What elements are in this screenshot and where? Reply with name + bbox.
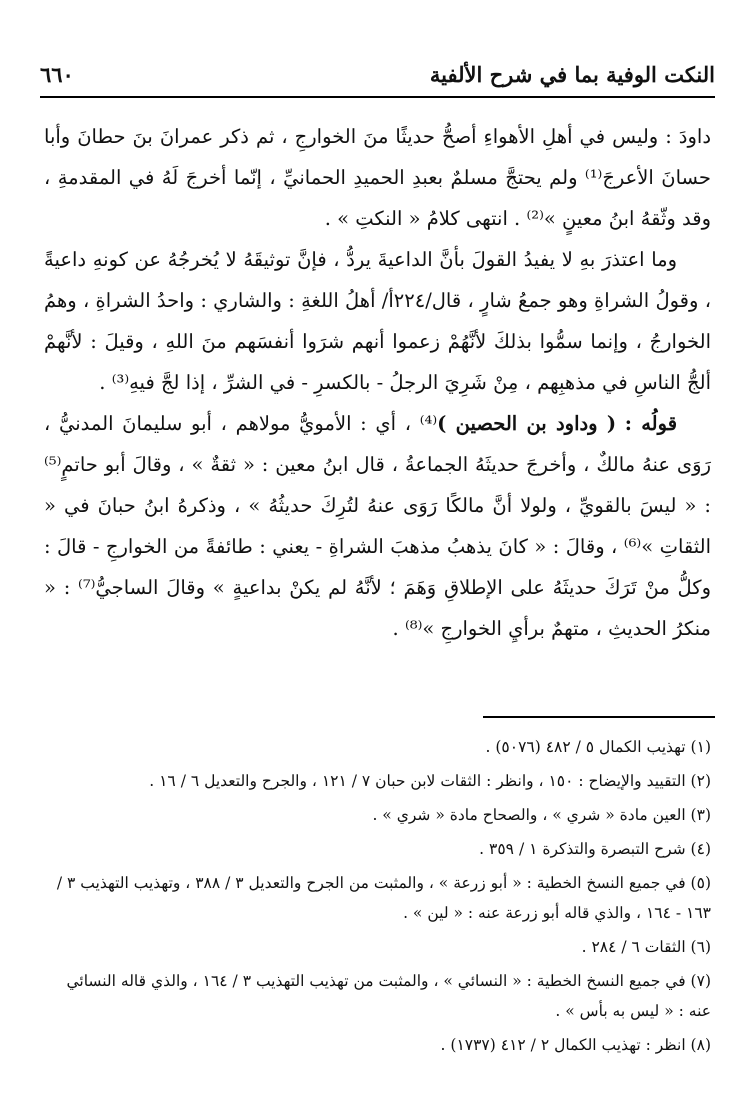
paragraph-3 (44, 403, 711, 649)
footnote: (٦) الثقات ٦ / ٢٨٤ . (581, 938, 711, 956)
running-title: النكت الوفية بما في شرح الألفية (429, 61, 715, 87)
paragraph-3-text: ⁽⁴⁾ ، أي : الأمويُّ مولاهم ، أبو سليمانَ المدنيُّ ، رَوَى عنهُ مالكٌ ، وأخرجَ حديثَهُ الجماعةُ ، قال ابنُ معين : « ثقةٌ » ، وقالَ أبو حاتمٍ⁽⁵⁾ : « ليسَ بالقويِّ ، ولولا أنَّ مالكًا رَوَى عنهُ لتُرِكَ حديثُهُ » ، وذكرهُ ابنُ حبانَ في « الثقاتِ »⁽⁶⁾ ، وقالَ : « كانَ يذهبُ مذهبَ الشراةِ - يعني : طائفةً من الخوارجِ - قالَ : وكلُّ منْ تَرَكَ حديثَهُ على الإطلاقِ وَهَمَ ؛ لأنَّهُ لم يكنْ بداعيةٍ » وقالَ الساجيُّ⁽⁷⁾ : « منكرُ الحديثِ ، متهمٌ برأيِ الخوارجِ »⁽⁸⁾ . (44, 412, 711, 640)
footnote: (٨) انظر : تهذيب الكمال ٢ / ٤١٢ (١٧٣٧) . (440, 1036, 711, 1054)
quoted-heading: ( وداود بن الحصين ) (437, 412, 617, 435)
paragraph-3-label: قولُه : (624, 412, 678, 435)
header-rule (40, 96, 715, 98)
footnote: (١) تهذيب الكمال ٥ / ٤٨٢ (٥٠٧٦) . (485, 738, 711, 756)
page-number: ٦٦٠ (40, 61, 74, 87)
paragraph-2: وما اعتذرَ بهِ لا يفيدُ القولَ بأنَّ الداعيةَ يردُّ ، فإنَّ توثيقَهُ لا يُخرجُهُ عن كونهِ داعيةً ، وقولُ الشراةِ وهو جمعُ شارٍ ، قال/٢٢٤أ/ أهلُ اللغةِ : والشاري : واحدُ الشراةِ ، وهمُ الخوارجُ ، وإنما سمُّوا بذلكَ لأنَّهُمْ زعموا أنهم شرَوا أنفسَهم منَ اللهِ ، وقيلَ : لأنَّهمْ ألجُّ الناسِ في مذهبِهم ، مِنْ شَرِيَ الرجلُ - بالكسرِ - في الشرِّ ، إذا لجَّ فيهِ⁽³⁾ . (44, 248, 711, 394)
footnote: (٣) العين مادة « شري » ، والصحاح مادة « شري » . (372, 806, 711, 824)
footnote: (٥) في جميع النسخ الخطية : « أبو زرعة » ، والمثبت من الجرح والتعديل ٣ / ٣٨٨ ، وتهذيب التهذيب ٣ / ١٦٣ - ١٦٤ ، والذي قاله أبو زرعة عنه : « لين » . (56, 874, 711, 922)
page-header (40, 56, 715, 92)
main-text (44, 116, 711, 649)
footnote: (٧) في جميع النسخ الخطية : « النسائي » ، والمثبت من تهذيب التهذيب ٣ / ١٦٤ ، والذي قاله النسائي عنه : « ليس به بأس » . (66, 972, 711, 1020)
paragraph-1: داودَ : وليس في أهلِ الأهواءِ أصحُّ حديثًا منَ الخوارجِ ، ثم ذكر عمرانَ بنَ حطانَ وأبا حسانَ الأعرجَ⁽¹⁾ ولم يحتجَّ مسلمٌ بعبدِ الحميدِ الحمانيِّ ، إنّما أخرجَ لَهُ في المقدمةِ ، وقد وثّقهُ ابنُ معينٍ »⁽²⁾ . انتهى كلامُ « النكتِ » . (44, 125, 711, 230)
footnote: (٤) شرح التبصرة والتذكرة ١ / ٣٥٩ . (479, 840, 711, 858)
footnotes (44, 732, 711, 1064)
footnote: (٢) التقييد والإيضاح : ١٥٠ ، وانظر : الثقات لابن حبان ٧ / ١٢١ ، والجرح والتعديل ٦ / ١٦ . (149, 772, 711, 790)
footnote-separator (483, 716, 715, 718)
